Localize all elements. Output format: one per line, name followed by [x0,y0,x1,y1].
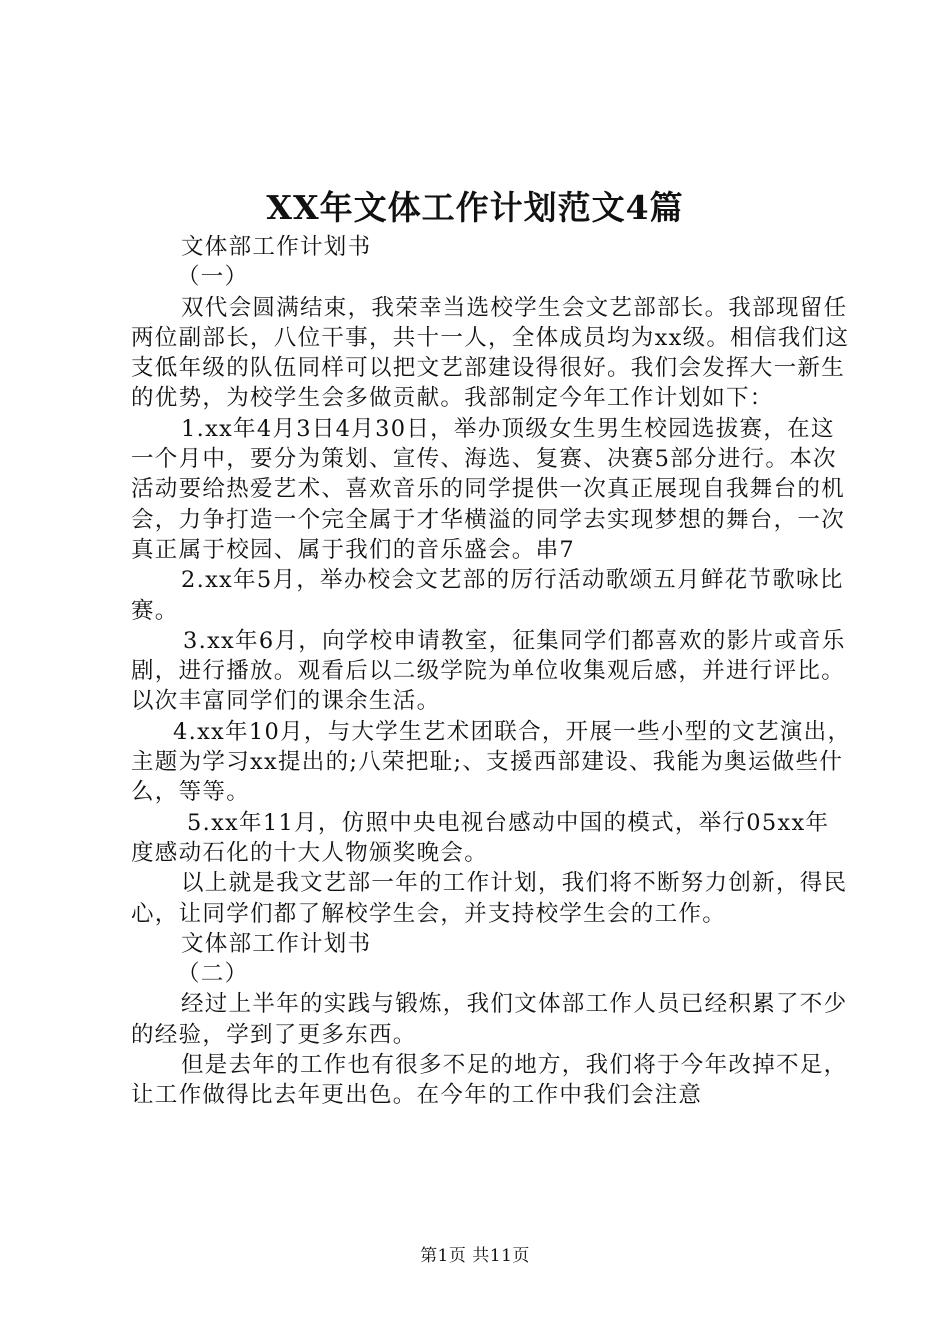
section-number: （二） [177,961,249,988]
section-heading: 文体部工作计划书 [181,930,372,957]
paragraph: 双代会圆满结束，我荣幸当选校学生会文艺部部长。我部现留任两位副部长，八位干事，共十一人，全体成员均为xx级。相信我们这支低年级的队伍同样可以把文艺部建设得很好。我们会发挥大一新生的优势，为校学生会多做贡献。我部制定今年工作计划如下： [131,294,850,412]
list-item: 1.xx年4月3日4月30日，举办顶级女生男生校园选拔赛，在这一个月中，要分为策划、宣传、海选、复赛、决赛5部分进行。本次活动要给热爱艺术、喜欢音乐的同学提供一次真正展现自我舞台的机会，力争打造一个完全属于才华横溢的同学去实现梦想的舞台，一次真正属于校园、属于我们的音乐盛会。串7 [131,415,846,563]
document-title: XX年文体工作计划范文4篇 [266,188,684,227]
paragraph: 以上就是我文艺部一年的工作计划，我们将不断努力创新，得民心，让同学们都了解校学生会，并支持校学生会的工作。 [131,870,848,927]
list-item: 5.xx年11月，仿照中央电视台感动中国的模式，举行05xx年度感动石化的十大人物颁奖晚会。 [131,809,830,866]
list-item: 2.xx年5月，举办校会文艺部的厉行活动歌颂五月鲜花节歌咏比赛。 [131,567,844,624]
paragraph: 但是去年的工作也有很多不足的地方，我们将于今年改掉不足，让工作做得比去年更出色。在今年的工作中我们会注意 [131,1052,848,1109]
section-heading: 文体部工作计划书 [181,234,372,260]
list-item: 4.xx年10月，与大学生艺术团联合，开展一些小型的文艺演出，主题为学习xx提出的;八荣把耻;、支援西部建设、我能为奥运做些什么，等等。 [131,718,852,806]
list-item: 3.xx年6月，向学校申请教室，征集同学们都喜欢的影片或音乐剧，进行播放。观看后以二级学院为单位收集观后感，并进行评比。以次丰富同学们的课余生活。 [131,627,846,715]
document-body [131,232,853,1111]
paragraph: 经过上半年的实践与锻炼，我们文体部工作人员已经积累了不少的经验，学到了更多东西。 [131,991,848,1048]
page-footer: 第1页 共11页 [420,1246,530,1266]
section-number: （一） [177,264,249,291]
